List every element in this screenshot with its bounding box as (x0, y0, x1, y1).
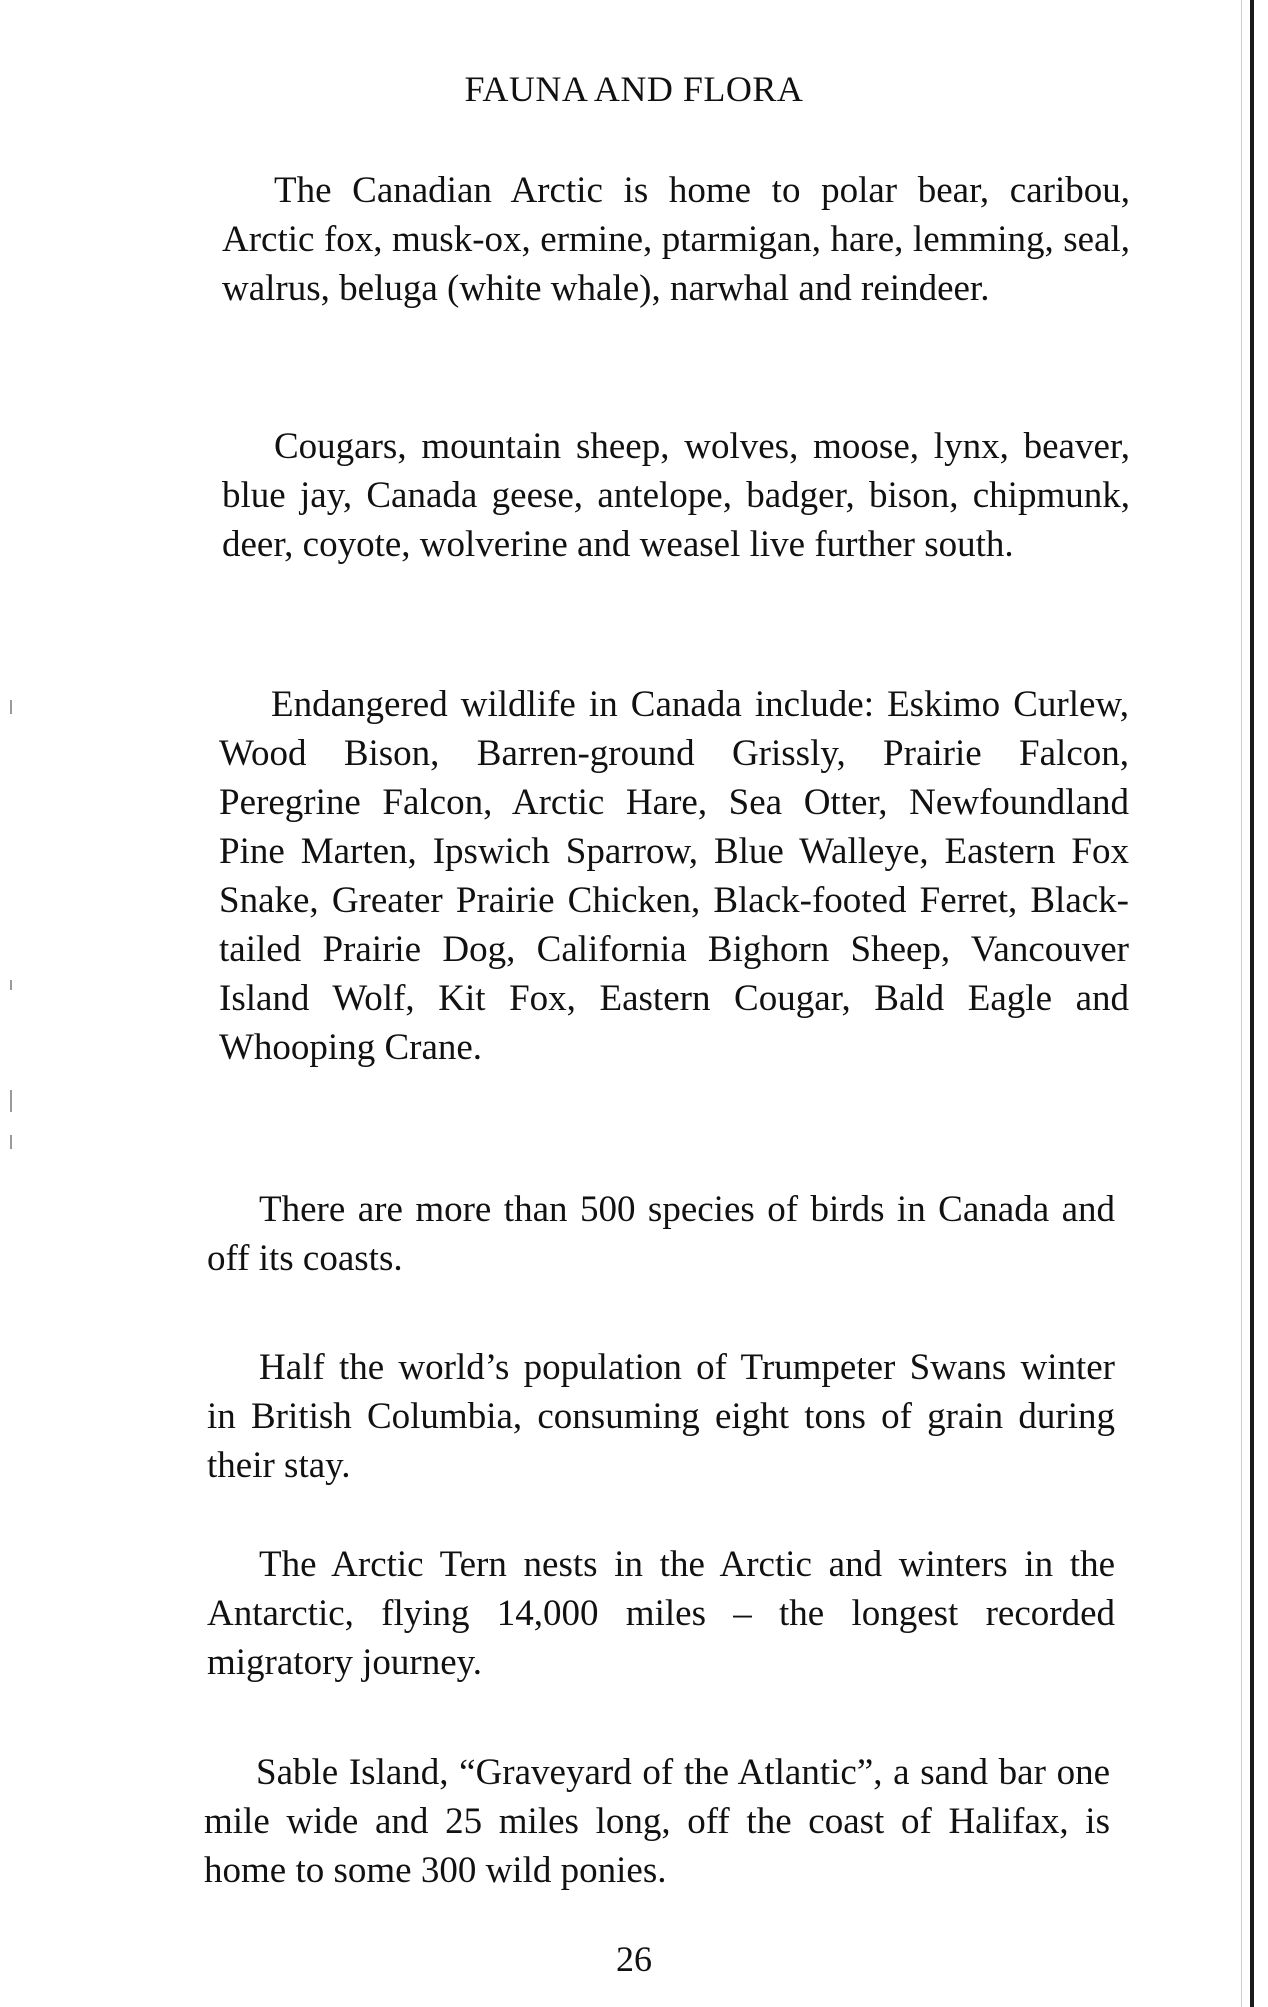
paragraph-sable-island (204, 1748, 1110, 1895)
paragraph-arctic-tern (207, 1540, 1115, 1687)
scan-margin-marks (6, 0, 20, 2007)
paragraph-text: The Arctic Tern nests in the Arctic and winters in the Antarctic, flying 14,000 miles – the longest recorded migratory journey. (207, 1544, 1115, 1683)
paragraph-endangered-wildlife (219, 680, 1129, 1121)
page-binding-edge (1250, 0, 1254, 2007)
paragraph-bird-species (207, 1185, 1115, 1283)
paragraph-text: Half the world’s population of Trumpeter Swans winter in British Columbia, consuming eight tons of grain during their stay. (207, 1347, 1115, 1486)
paragraph-arctic-fauna (222, 166, 1130, 362)
paragraph-southern-fauna (222, 422, 1130, 618)
paragraph-text: The Canadian Arctic is home to polar bear, caribou, Arctic fox, musk-ox, ermine, ptarmigan, hare, lemming, seal, walrus, beluga (white whale), narwhal and reindeer. (222, 170, 1130, 309)
paragraph-text: Sable Island, “Graveyard of the Atlantic”, a sand bar one mile wide and 25 miles long, off the coast of Halifax, is home to some 300 wild ponies. (204, 1752, 1110, 1891)
page-number: 26 (616, 1939, 652, 1979)
paragraph-text: There are more than 500 species of birds in Canada and off its coasts. (207, 1189, 1115, 1279)
paragraph-text: Endangered wildlife in Canada include: Eskimo Curlew, Wood Bison, Barren-ground Grissly, Prairie Falcon, Peregrine Falcon, Arctic Hare, Sea Otter, Newfoundland Pine Marten, Ipswich Sparrow, Blue Walleye, Eastern Fox Snake, Greater Prairie Chicken, Black-footed Ferret, Black-tailed Prairie Dog, California Bighorn Sheep, Vancouver Island Wolf, Kit Fox, Eastern Cougar, Bald Eagle and Whooping Crane. (219, 684, 1129, 1068)
page-binding-line (1241, 0, 1242, 2007)
paragraph-trumpeter-swans (207, 1343, 1115, 1490)
paragraph-text: Cougars, mountain sheep, wolves, moose, lynx, beaver, blue jay, Canada geese, antelope, badger, bison, chipmunk, deer, coyote, wolverine and weasel live further south. (222, 426, 1130, 565)
page-title: FAUNA AND FLORA (464, 69, 804, 109)
